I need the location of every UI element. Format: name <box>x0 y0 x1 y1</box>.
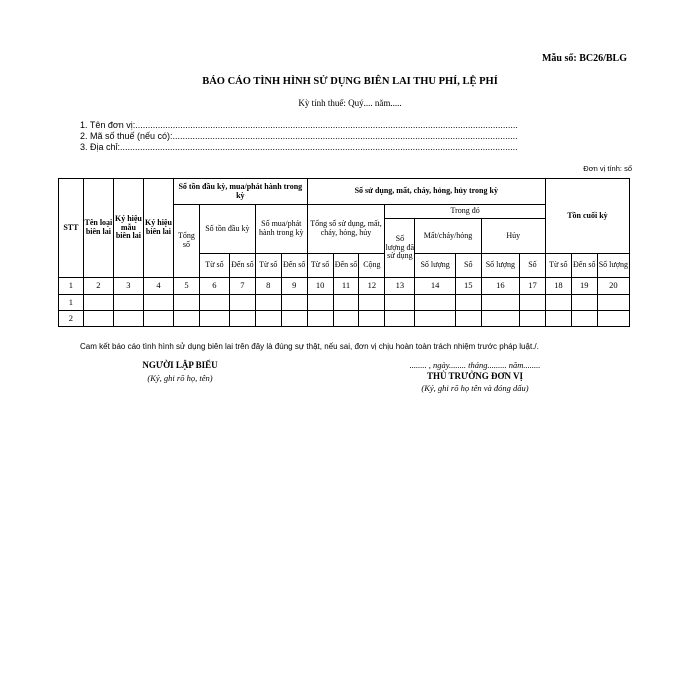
table-cell[interactable] <box>597 311 629 327</box>
header-total-used: Tổng số sử dụng, mất, cháy, hỏng, hủy <box>307 205 385 254</box>
table-cell[interactable] <box>385 311 415 327</box>
table-cell[interactable] <box>143 311 173 327</box>
table-cell[interactable] <box>415 311 455 327</box>
column-number: 14 <box>415 278 455 295</box>
column-number: 13 <box>385 278 415 295</box>
header-stock-group: Số tồn đầu kỳ, mua/phát hành trong kỳ <box>174 179 308 205</box>
table-cell[interactable] <box>481 295 519 311</box>
unit-head-title: THỦ TRƯỞNG ĐƠN VỊ <box>426 371 524 381</box>
table-cell[interactable] <box>571 311 597 327</box>
column-number: 20 <box>597 278 629 295</box>
header-from-number: Từ số <box>545 254 571 278</box>
column-number: 12 <box>359 278 385 295</box>
header-form-symbol: Ký hiệu mẫu biên lai <box>113 179 143 278</box>
header-from-number: Từ số <box>307 254 333 278</box>
header-sum: Cộng <box>359 254 385 278</box>
row-number: 1 <box>59 295 84 311</box>
header-receipt-type: Tên loại biên lai <box>83 179 113 278</box>
column-number: 18 <box>545 278 571 295</box>
table-cell[interactable] <box>113 295 143 311</box>
table-cell[interactable] <box>174 295 200 311</box>
table-cell[interactable] <box>597 295 629 311</box>
column-number: 16 <box>481 278 519 295</box>
table-cell[interactable] <box>520 311 546 327</box>
table-cell[interactable] <box>571 295 597 311</box>
header-quantity: Số lượng <box>481 254 519 278</box>
header-to-number: Đến số <box>333 254 359 278</box>
column-number: 3 <box>113 278 143 295</box>
document-title: BÁO CÁO TÌNH HÌNH SỬ DỤNG BIÊN LAI THU PHÍ, LỆ PHÍ <box>202 76 498 87</box>
header-to-number: Đến số <box>571 254 597 278</box>
table-cell[interactable] <box>455 295 481 311</box>
table-row <box>59 295 630 311</box>
table-cell[interactable] <box>385 295 415 311</box>
column-number-row <box>59 278 630 295</box>
tax-code-field: 2. Mã số thuế (nếu có):.......................................................................................................................................... <box>80 131 518 141</box>
header-quantity: Số lượng <box>415 254 455 278</box>
table-cell[interactable] <box>520 295 546 311</box>
unit-of-measure: Đơn vị tính: số <box>583 164 632 173</box>
preparer-signature-note: (Ký, ghi rõ họ, tên) <box>147 373 213 383</box>
table-row <box>59 311 630 327</box>
header-cancelled: Hủy <box>481 219 545 254</box>
table-cell[interactable] <box>281 295 307 311</box>
header-stt: STT <box>59 179 84 278</box>
table-cell[interactable] <box>545 295 571 311</box>
column-number: 5 <box>174 278 200 295</box>
table-cell[interactable] <box>229 311 255 327</box>
header-of-which: Trong đó <box>385 205 546 219</box>
table-cell[interactable] <box>481 311 519 327</box>
column-number: 6 <box>199 278 229 295</box>
receipt-usage-table <box>58 178 630 327</box>
table-cell[interactable] <box>415 295 455 311</box>
header-to-number: Đến số <box>281 254 307 278</box>
table-cell[interactable] <box>455 311 481 327</box>
table-cell[interactable] <box>545 311 571 327</box>
header-to-number: Đến số <box>229 254 255 278</box>
column-number: 15 <box>455 278 481 295</box>
unit-name-field: 1. Tên đơn vị:......................................................................................................................................................... <box>80 120 518 130</box>
header-purchased: Số mua/phát hành trong kỳ <box>255 205 307 254</box>
table-cell[interactable] <box>199 295 229 311</box>
header-number: Số <box>455 254 481 278</box>
date-line: ........ , ngày........ tháng......... năm........ <box>409 360 541 370</box>
header-quantity: Số lượng <box>597 254 629 278</box>
column-number: 17 <box>520 278 546 295</box>
table-cell[interactable] <box>359 295 385 311</box>
header-ending-stock: Tồn cuối kỳ <box>545 179 629 254</box>
column-number: 9 <box>281 278 307 295</box>
table-cell[interactable] <box>359 311 385 327</box>
table-cell[interactable] <box>83 295 113 311</box>
table-cell[interactable] <box>333 295 359 311</box>
column-number: 7 <box>229 278 255 295</box>
table-cell[interactable] <box>281 311 307 327</box>
column-number: 2 <box>83 278 113 295</box>
table-cell[interactable] <box>83 311 113 327</box>
column-number: 19 <box>571 278 597 295</box>
column-number: 4 <box>143 278 173 295</box>
table-cell[interactable] <box>229 295 255 311</box>
header-used-quantity: Số lượng đã sử dụng <box>385 219 415 278</box>
column-number: 8 <box>255 278 281 295</box>
header-receipt-symbol: Ký hiệu biên lai <box>143 179 173 278</box>
table-cell[interactable] <box>255 295 281 311</box>
header-opening-stock: Số tồn đầu kỳ <box>199 205 255 254</box>
table-cell[interactable] <box>143 295 173 311</box>
header-lost-damaged: Mất/cháy/hỏng <box>415 219 481 254</box>
table-cell[interactable] <box>174 311 200 327</box>
column-number: 10 <box>307 278 333 295</box>
table-cell[interactable] <box>307 311 333 327</box>
header-total: Tổng số <box>174 205 200 278</box>
unit-head-signature-note: (Ký, ghi rõ họ tên và đóng dấu) <box>421 383 529 393</box>
header-number: Số <box>520 254 546 278</box>
table-cell[interactable] <box>113 311 143 327</box>
preparer-title: NGƯỜI LẬP BIỂU <box>142 360 218 370</box>
header-from-number: Từ số <box>199 254 229 278</box>
column-number: 11 <box>333 278 359 295</box>
header-from-number: Từ số <box>255 254 281 278</box>
address-field: 3. Địa chỉ:............................................................................................................................................................... <box>80 142 518 152</box>
commitment-statement: Cam kết báo cáo tình hình sử dụng biên lai trên đây là đúng sự thật, nếu sai, đơn vị chịu hoàn toàn trách nhiệm trước pháp luật./. <box>80 342 539 351</box>
table-cell[interactable] <box>255 311 281 327</box>
tax-period: Kỳ tính thuế: Quý.... năm..... <box>298 98 402 108</box>
row-number: 2 <box>59 311 84 327</box>
table-cell[interactable] <box>307 295 333 311</box>
column-number: 1 <box>59 278 84 295</box>
table-cell[interactable] <box>333 311 359 327</box>
header-usage-group: Số sử dụng, mất, cháy, hỏng, hủy trong kỳ <box>307 179 545 205</box>
form-code: Mẫu số: BC26/BLG <box>541 53 627 64</box>
table-cell[interactable] <box>199 311 229 327</box>
